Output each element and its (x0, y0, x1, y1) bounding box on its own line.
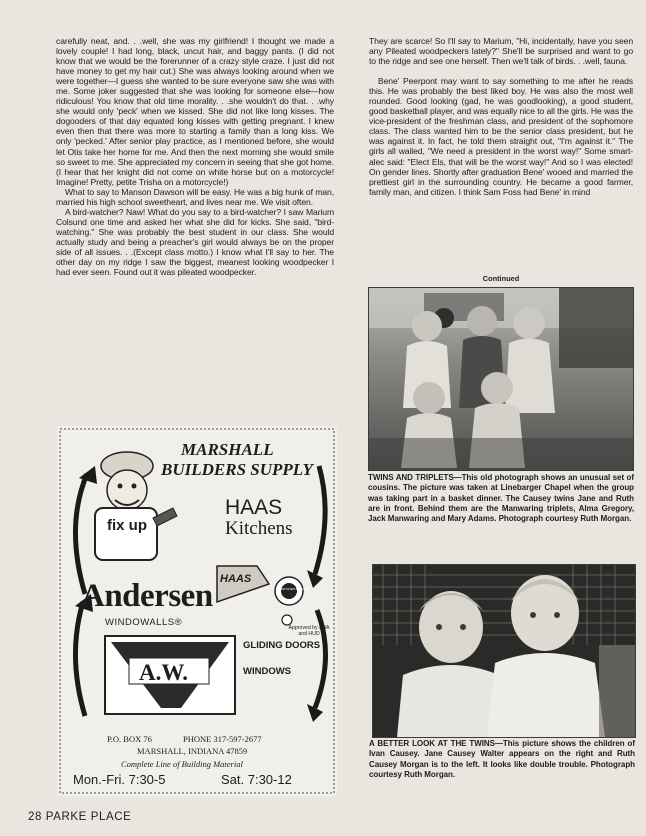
haas-kitchens: Kitchens (225, 518, 293, 539)
paragraph: They are scarce! So I'll say to Marium, "Hi, incidentally, have you seen any Pileated woodpeckers lately?" She'll be surprised and want to go to the ridge and see one herself. Then we'll talk of birds. . .well, fauna. (369, 36, 633, 67)
caption-body: —This old photograph shows an unusual set of cousins. The picture was taken at Linebarger Chapel when the group was taking part in a basket dinner. The Causey twins Jane and Ruth are in front. Behind them are the Manwaring triplets, Alma Gregory, Jack Manwaring and Mary Adams. Photograph courtesy Ruth Morgan. (368, 473, 635, 524)
certified-seal-icon (275, 577, 303, 625)
paragraph: What to say to Manson Dawson will be easy. He was a big hunk of man, married his high school sweetheart, and lives near me. We visit often. (56, 186, 334, 207)
ad-business-name-line1: MARSHALL (181, 440, 274, 459)
andersen-windowalls: WINDOWALLS® (105, 617, 183, 628)
article-column-left (56, 36, 334, 277)
hours-saturday: Sat. 7:30-12 (221, 772, 292, 787)
hours-weekday: Mon.-Fri. 7:30-5 (73, 772, 166, 787)
haas-logo-text: HAAS (220, 573, 252, 585)
city: MARSHALL, INDIANA 47859 (137, 746, 248, 756)
phone: PHONE 317-597-2677 (183, 734, 262, 744)
po-box: P.O. BOX 76 (107, 734, 152, 744)
caption-title: TWINS AND TRIPLETS (368, 473, 454, 482)
photo-cousins-image (369, 288, 633, 470)
article-column-right (369, 36, 633, 197)
paragraph: carefully neat, and. . .well, she was my girlfriend! I thought we made a lovely couple! I had long, black, uncut hair, and baggy pants. (I did not know that we would be the forerunner of a crazy style craze. I just did not have money to get my hair cut.) She was always looking around when we were together—I guess she wanted to be sure everyone saw she was with me. Some joker suggested that she was looking for someone else—how ridiculous! You know that old time morality. . .she wouldn't do that. . .why she would only 'peck' when we kissed. She did not like long kisses. The dogooders of that day equated long kisses with getting pregnant. I knew even then that there was more to starting a family than a long kiss. We only 'pecked.' After senior play practice, as I mentioned before, she would let Otis take her home for me. And then the next morning she would smile so sweet to me. She appreciated my concern in seeing that she got home. (I hear that her knight did not come on white horse but on a motorcycle! Imagine! Pretty, petite Trisha on a motorcycle!) (56, 36, 334, 187)
aw-logo-text: A.W. (139, 660, 188, 685)
magazine-name: PARKE PLACE (45, 811, 132, 823)
photo-twins (372, 564, 636, 738)
photo-twins-image (373, 565, 635, 737)
approved-by-text: Approved by FHA and HUD (288, 625, 330, 637)
paragraph: A bird-watcher? Naw! What do you say to a bird-watcher? I saw Marium Colsund one time and asked her what she did for kicks. She said, "bird-watching." She was probably the best student in our class. She would actually study and being a preacher's girl would always be on the proper side of all issues. . .(Except class motto.) I know what I'll say to her. The other day on my ridge I saw the biggest, meanest looking woodpecker I had ever seen. Found out it was pileated woodpecker. (56, 206, 334, 278)
continued-label: Continued (482, 274, 520, 283)
marshall-builders-supply-ad (57, 426, 337, 796)
photo-cousins (368, 287, 634, 471)
paragraph: Bene' Peerpont may want to say something to me after he reads this. He was probably the best liked boy. He was also the most well rounded. Good looking (gad, he was goodlooking), a good student, good basketball player, and was equally nice to all the girls. He was the vice-president of the freshman class, and president of the sophomore class. The class wanted him to be the senior class president, but he was against it. In fact, he told them straight out, "I'm against it." The girls all wailed, "We need a president in the worst way!" Some smart-alec said: "Elect Els, that will be the worst way!" And so I was elected! On gender lines. Shortly after graduation Bene' wooed and married the prettiest girl in the surrounding country. He became a good farmer, family man, and citizen. I think Sam Foss had Bene' in mind (369, 76, 633, 197)
page-footer (28, 811, 131, 823)
caption-title: A BETTER LOOK AT THE TWINS (369, 739, 495, 748)
andersen-brand: Andersen (81, 578, 213, 614)
photo-twins-caption (369, 739, 635, 780)
haas-brand: HAAS (225, 496, 283, 519)
windows: WINDOWS (243, 666, 292, 677)
tagline: Complete Line of Building Material (121, 759, 243, 769)
caption-body: —This picture shows the children of Ivan Causey. Jane Causey Walter appears on the right and Ruth Causey Morgan is to the left. It looks like double trouble. Photograph courtesy Ruth Morgan. (369, 739, 635, 779)
ad-business-name-line2: BUILDERS SUPPLY (161, 460, 313, 479)
gliding-doors: GLIDING DOORS (243, 640, 321, 651)
certified-seal-text: CERTIFIED BUILDER (279, 587, 309, 591)
page-number: 28 (28, 811, 42, 823)
photo-cousins-caption (368, 473, 634, 524)
fixup-label: fix up (107, 517, 147, 534)
